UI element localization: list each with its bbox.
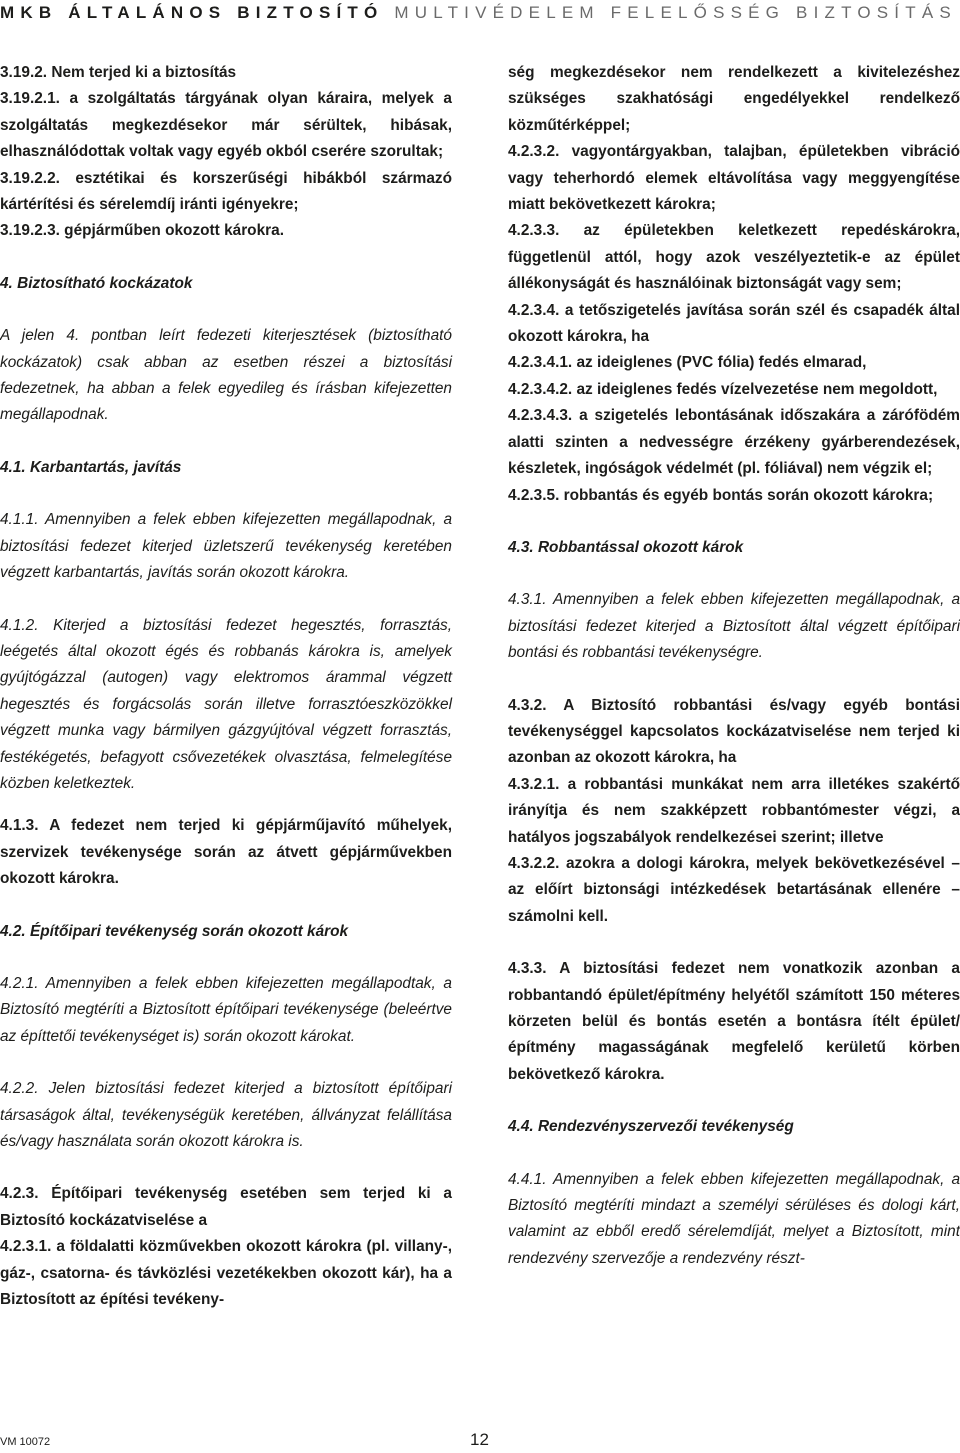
clause-4-2-2: 4.2.2. Jelen biztosítási fedezet kiterjed a biztosított építőipari társaságok által, tevékenységük keretében, állványzat felállítása és/vagy használata során okozott károkra is. [0,1080,452,1150]
section-heading-4: 4. Biztosítható kockázatok [0,274,193,292]
clause-4-3-2-2: 4.3.2.2. azokra a dologi károkra, melyek bekövetkezésével – az előírt biztonsági intézkedések betartásának ellenére – számolni kell. [508,854,960,925]
clause-3-19-2-3: 3.19.2.3. gépjárműben okozott károkra. [0,222,284,240]
section-heading-4-4: 4.4. Rendezvényszervezői tevékenység [508,1118,794,1136]
clause-4-3-2-1: 4.3.2.1. a robbantási munkákat nem arra illetékes szakértő irányítja és nem szakképzett robbantómester végzi, a hatályos jogszabályok rendelkezései szerint; illetve [508,775,960,846]
page-header [0,0,960,34]
clause-4-2-3-2: 4.2.3.2. vagyontárgyakban, talajban, épületekben vibráció vagy teherhordó elemek eltávolítása vagy meggyengítése miatt bekövetkezett károkra; [508,143,960,214]
clause-4-2-3: 4.2.3. Építőipari tevékenység esetében sem terjed ki a Biztosító kockázatviselése a [0,1185,452,1229]
clause-4-3-3: 4.3.3. A biztosítási fedezet nem vonatkozik azonban a robbantandó épület/építmény helyétől számított 150 méteres körzeten belül és bontás esetén a bontásra ítélt épület/építmény magasságának megfelelő kerületű körben bekövetkező károkra. [508,960,960,1083]
header-company: MKB ÁLTALÁNOS BIZTOSÍTÓ [0,3,384,22]
clause-3-19-2-1: 3.19.2.1. a szolgáltatás tárgyának olyan káraira, melyek a szolgáltatás megkezdésekor már sérültek, hibásak, elhasználódottak voltak vagy egyéb okból cserére szorultak; [0,90,452,161]
clause-4-2-3-3: 4.2.3.3. az épületekben keletkezett repedéskárokra, függetlenül attól, hogy azok veszélyeztetik-e az épület állékonyságát és használóinak biztonságát vagy sem; [508,222,960,293]
clause-4-1-3: 4.1.3. A fedezet nem terjed ki gépjárműjavító műhelyek, szervizek tevékenysége során az átvett gépjárművekben okozott károkra. [0,817,452,888]
section-heading-4-2: 4.2. Építőipari tevékenység során okozott károk [0,922,349,940]
clause-4-1-1: 4.1.1. Amennyiben a felek ebben kifejezetten megállapodnak, a biztosítási fedezet kiterjed üzletszerű tevékenység keretében végzett karbantartás, javítás során okozott károkra. [0,511,452,582]
clause-4-2-3-4-1: 4.2.3.4.1. az ideiglenes (PVC fólia) fedés elmarad, [508,354,867,372]
section-heading-4-3: 4.3. Robbantással okozott károk [508,538,744,556]
clause-4-2-1: 4.2.1. Amennyiben a felek ebben kifejezetten megállapodtak, a Biztosító megtéríti a Biztosított építőipari tevékenysége (beleértve az építtetői tevékenységet is) során okozott károkat. [0,974,452,1045]
clause-4-2-3-4: 4.2.3.4. a tetőszigetelés javítása során szél és csapadék által okozott károkra, ha [508,301,960,346]
left-column [0,60,452,1313]
section-heading-4-1: 4.1. Karbantartás, javítás [0,458,182,476]
header-product: MULTIVÉDELEM FELELŐSSÉG BIZTOSÍTÁS [394,3,957,22]
document-code: VM 10072 [0,1436,51,1448]
clause-4-3-2: 4.3.2. A Biztosító robbantási és/vagy egyéb bontási tevékenységgel kapcsolatos kockázatviselése nem terjed ki azonban az okozott károkra, ha [508,696,960,767]
clause-4-2-3-4-3: 4.2.3.4.3. a szigetelés lebontásának időszakára a zárófödém alatti szinten a nedvességre érzékeny gyárberendezések, készletek, ingóságok védelmét (pl. fóliával) nem végzik el; [508,407,960,478]
clause-3-19-2: 3.19.2. Nem terjed ki a biztosítás [0,64,237,81]
clause-4-2-3-1: 4.2.3.1. a földalatti közművekben okozott károkra (pl. villany-, gáz-, csatorna- és távközlési vezetékekben okozott kár), ha a Biztosított az építési tevékeny- [0,1238,452,1309]
clause-4-2-3-4-2: 4.2.3.4.2. az ideiglenes fedés vízelvezetése nem megoldott, [508,380,938,398]
clause-4-3-1: 4.3.1. Amennyiben a felek ebben kifejezetten megállapodnak, a biztosítási fedezet kiterjed a Biztosított által végzett építőipari bontási és robbantási tevékenységre. [508,591,960,662]
clause-4-1-2: 4.1.2. Kiterjed a biztosítási fedezet hegesztés, forrasztás, leégetés által okozott égés és robbanás károkra is, amelyek gyújtógázzal (autogen) vagy elektromos árammal végzett hegesztés és forgácsolás során illetve forrasztóeszközökkel végzett munka vagy bármilyen gázgyújtóval végzett forrasztás, festékégetés, befagyott csővezetékek olvasztása, felmelegítése közben keletkeztek. [0,616,452,792]
page-number: 12 [470,1430,489,1449]
clause-4-4-1: 4.4.1. Amennyiben a felek ebben kifejezetten megállapodnak, a Biztosító megtéríti mindazt a személyi sérüléses és dologi kárt, valamint az ebből eredő sérelemdíját, melyet a Biztosított, mint rendezvény szervezője a rendezvény részt- [508,1170,960,1267]
right-column [508,60,960,1272]
clause-4-2-3-1-cont: ség megkezdésekor nem rendelkezett a kivitelezéshez szükséges szakhatósági engedélyekkel rendelkező közműtérképpel; [508,64,960,134]
section-4-intro: A jelen 4. pontban leírt fedezeti kiterjesztések (biztosítható kockázatok) csak abban az esetben részei a biztosítási fedezetnek, ha abban a felek egyedileg és írásban kifejezetten megállapodnak. [0,327,452,424]
clause-4-2-3-5: 4.2.3.5. robbantás és egyéb bontás során okozott károkra; [508,486,934,504]
clause-3-19-2-2: 3.19.2.2. esztétikai és korszerűségi hibákból származó kártérítési és sérelemdíj iránti igényekre; [0,169,452,214]
